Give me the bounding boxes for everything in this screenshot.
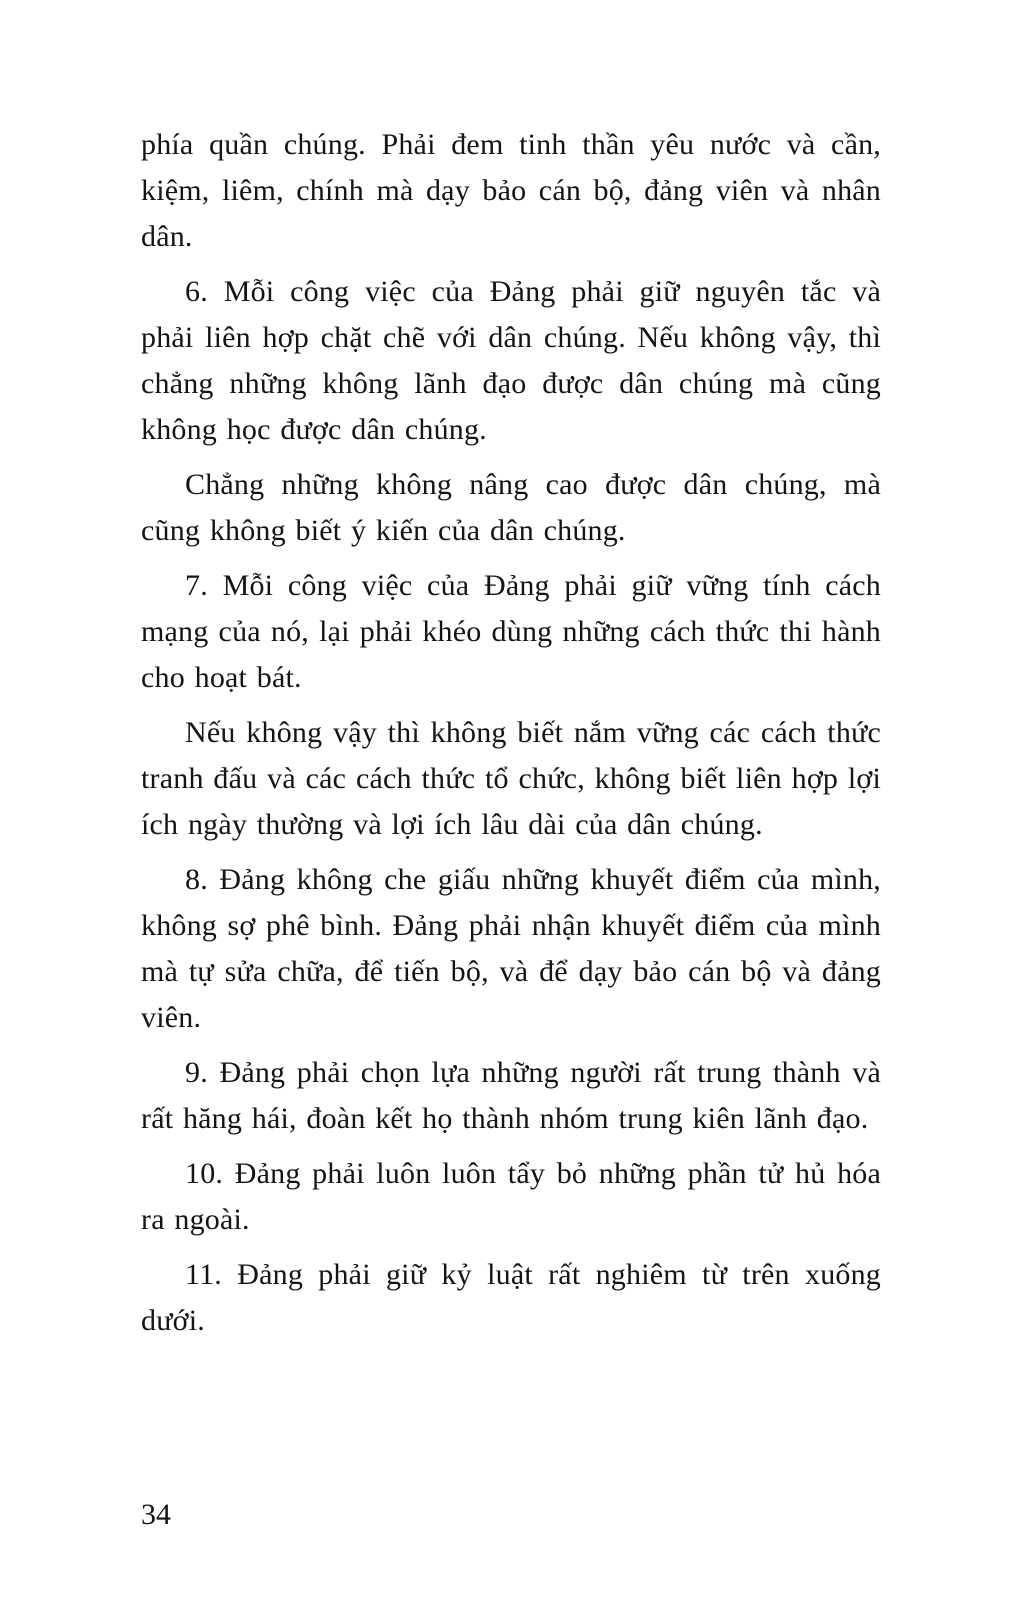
paragraph: 8. Đảng không che giấu những khuyết điểm của mình, không sợ phê bình. Đảng phải nhận khuyết điểm của mình mà tự sửa chữa, để tiến bộ, và để dạy bảo cán bộ và đảng viên.: [141, 863, 881, 1034]
page-number: 34: [141, 1498, 171, 1531]
page-footer: [141, 1496, 171, 1534]
paragraph: Nếu không vậy thì không biết nắm vững các cách thức tranh đấu và các cách thức tổ chức, không biết liên hợp lợi ích ngày thường và lợi ích lâu dài của dân chúng.: [141, 716, 881, 841]
page-text-block: [141, 122, 881, 1353]
paragraph: 6. Mỗi công việc của Đảng phải giữ nguyên tắc và phải liên hợp chặt chẽ với dân chúng. Nếu không vậy, thì chẳng những không lãnh đạo được dân chúng mà cũng không học được dân chúng.: [141, 275, 881, 446]
paragraph: Chẳng những không nâng cao được dân chúng, mà cũng không biết ý kiến của dân chúng.: [141, 468, 881, 547]
paragraph: 7. Mỗi công việc của Đảng phải giữ vững tính cách mạng của nó, lại phải khéo dùng những cách thức thi hành cho hoạt bát.: [141, 569, 881, 694]
paragraph: 11. Đảng phải giữ kỷ luật rất nghiêm từ trên xuống dưới.: [141, 1258, 881, 1337]
paragraph: 9. Đảng phải chọn lựa những người rất trung thành và rất hăng hái, đoàn kết họ thành nhóm trung kiên lãnh đạo.: [141, 1056, 881, 1135]
paragraph: phía quần chúng. Phải đem tinh thần yêu nước và cần, kiệm, liêm, chính mà dạy bảo cán bộ, đảng viên và nhân dân.: [141, 128, 881, 253]
paragraph: 10. Đảng phải luôn luôn tẩy bỏ những phần tử hủ hóa ra ngoài.: [141, 1157, 881, 1236]
